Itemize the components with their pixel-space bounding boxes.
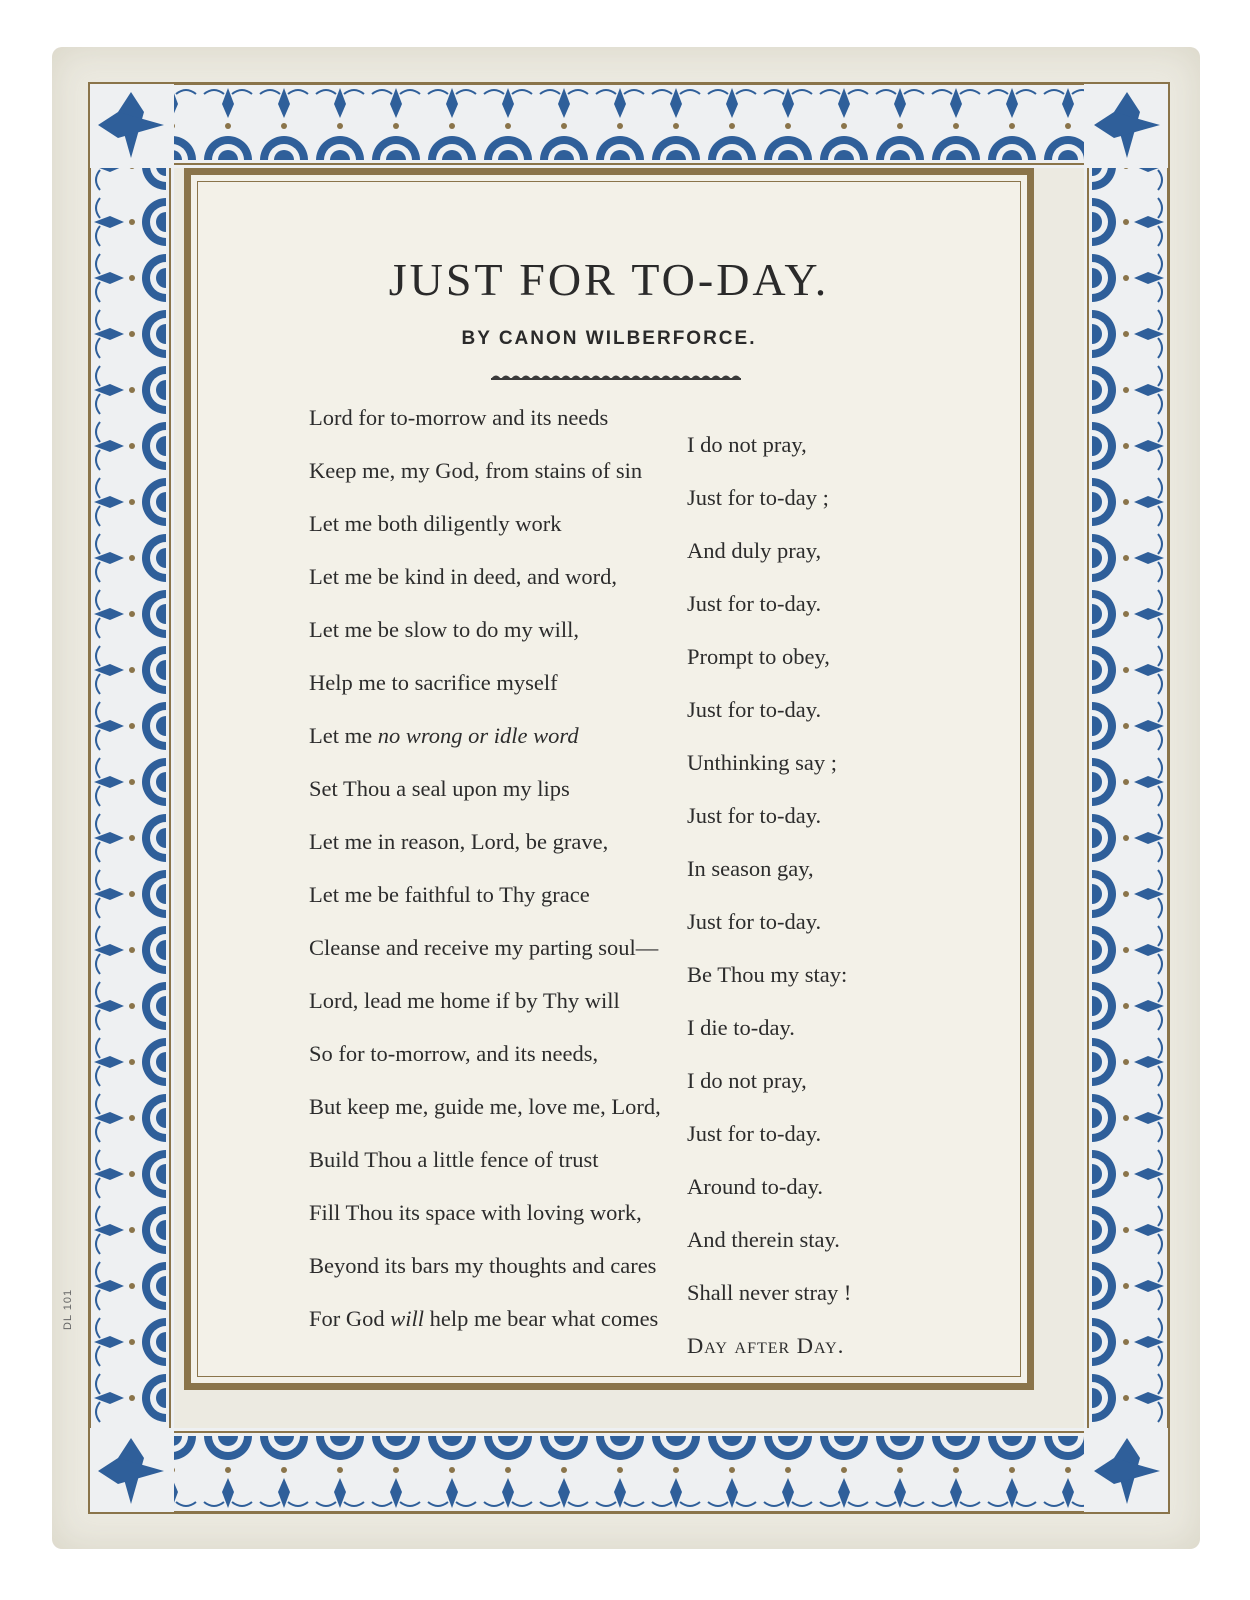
poem-line: Around to-day. <box>687 1173 824 1199</box>
poem-line: Keep me, my God, from stains of sin <box>309 458 643 483</box>
poem-panel <box>184 168 1034 1390</box>
poem-line: Let me be slow to do my will, <box>309 617 579 642</box>
poem-line: But keep me, guide me, love me, Lord, <box>309 1094 661 1119</box>
poem-line: In season gay, <box>687 855 814 881</box>
poem-line: Unthinking say ; <box>687 749 837 775</box>
poem-line: Just for to-day. <box>687 590 822 616</box>
poem-line: Just for to-day. <box>687 908 822 934</box>
poem-line: Let me be kind in deed, and word, <box>309 564 618 589</box>
poem-line: Be Thou my stay: <box>687 961 848 987</box>
poem-line: And duly pray, <box>687 537 822 563</box>
poem-line: Beyond its bars my thoughts and cares <box>309 1253 657 1278</box>
poem-line: Set Thou a seal upon my lips <box>309 776 570 801</box>
ornamental-divider <box>491 371 741 381</box>
poem-line: Lord, lead me home if by Thy will <box>309 988 620 1013</box>
poem-line <box>309 723 989 750</box>
poem-line: Let me both diligently work <box>309 511 562 536</box>
print-code: DL 101 <box>62 1288 74 1330</box>
poem-line: Shall never stray ! <box>687 1279 852 1305</box>
poem-line-italic: no wrong or idle word <box>377 723 579 748</box>
poem-line: Just for to-day. <box>687 802 822 828</box>
poem-line: Let me in reason, Lord, be grave, <box>309 829 609 854</box>
poem-line: I do not pray, <box>687 1067 807 1093</box>
poem-line: Let me be faithful to Thy grace <box>309 882 590 907</box>
poem-line: Fill Thou its space with loving work, <box>309 1200 642 1225</box>
poem-byline: BY CANON WILBERFORCE. <box>461 328 757 349</box>
poem-line: Lord for to-morrow and its needs <box>309 405 609 430</box>
poem-body <box>309 405 989 1359</box>
poem-line: So for to-morrow, and its needs, <box>309 1041 599 1066</box>
poem-line: And therein stay. <box>687 1226 840 1252</box>
poem-line: Build Thou a little fence of trust <box>309 1147 599 1172</box>
poem-line: I die to-day. <box>687 1014 795 1040</box>
poem-line: Just for to-day. <box>687 1120 822 1146</box>
poem-line: Just for to-day. <box>687 696 822 722</box>
poem-title: JUST FOR TO-DAY. <box>388 254 830 305</box>
poem-line-text: For God <box>309 1306 391 1331</box>
poem-line: Prompt to obey, <box>687 643 830 669</box>
poem-line-italic: will <box>390 1306 425 1331</box>
poem-line: Help me to sacrifice myself <box>309 670 558 695</box>
poem-line: Cleanse and receive my parting soul— <box>309 935 659 960</box>
poem-line-text: help me bear what comes <box>424 1306 659 1331</box>
poem-closing-line: Day after Day. <box>687 1332 845 1358</box>
poem-line <box>309 1306 989 1333</box>
poem-line: I do not pray, <box>687 431 807 457</box>
poem-line: Just for to-day ; <box>687 484 829 510</box>
poem-line-text: Let me <box>309 723 378 748</box>
